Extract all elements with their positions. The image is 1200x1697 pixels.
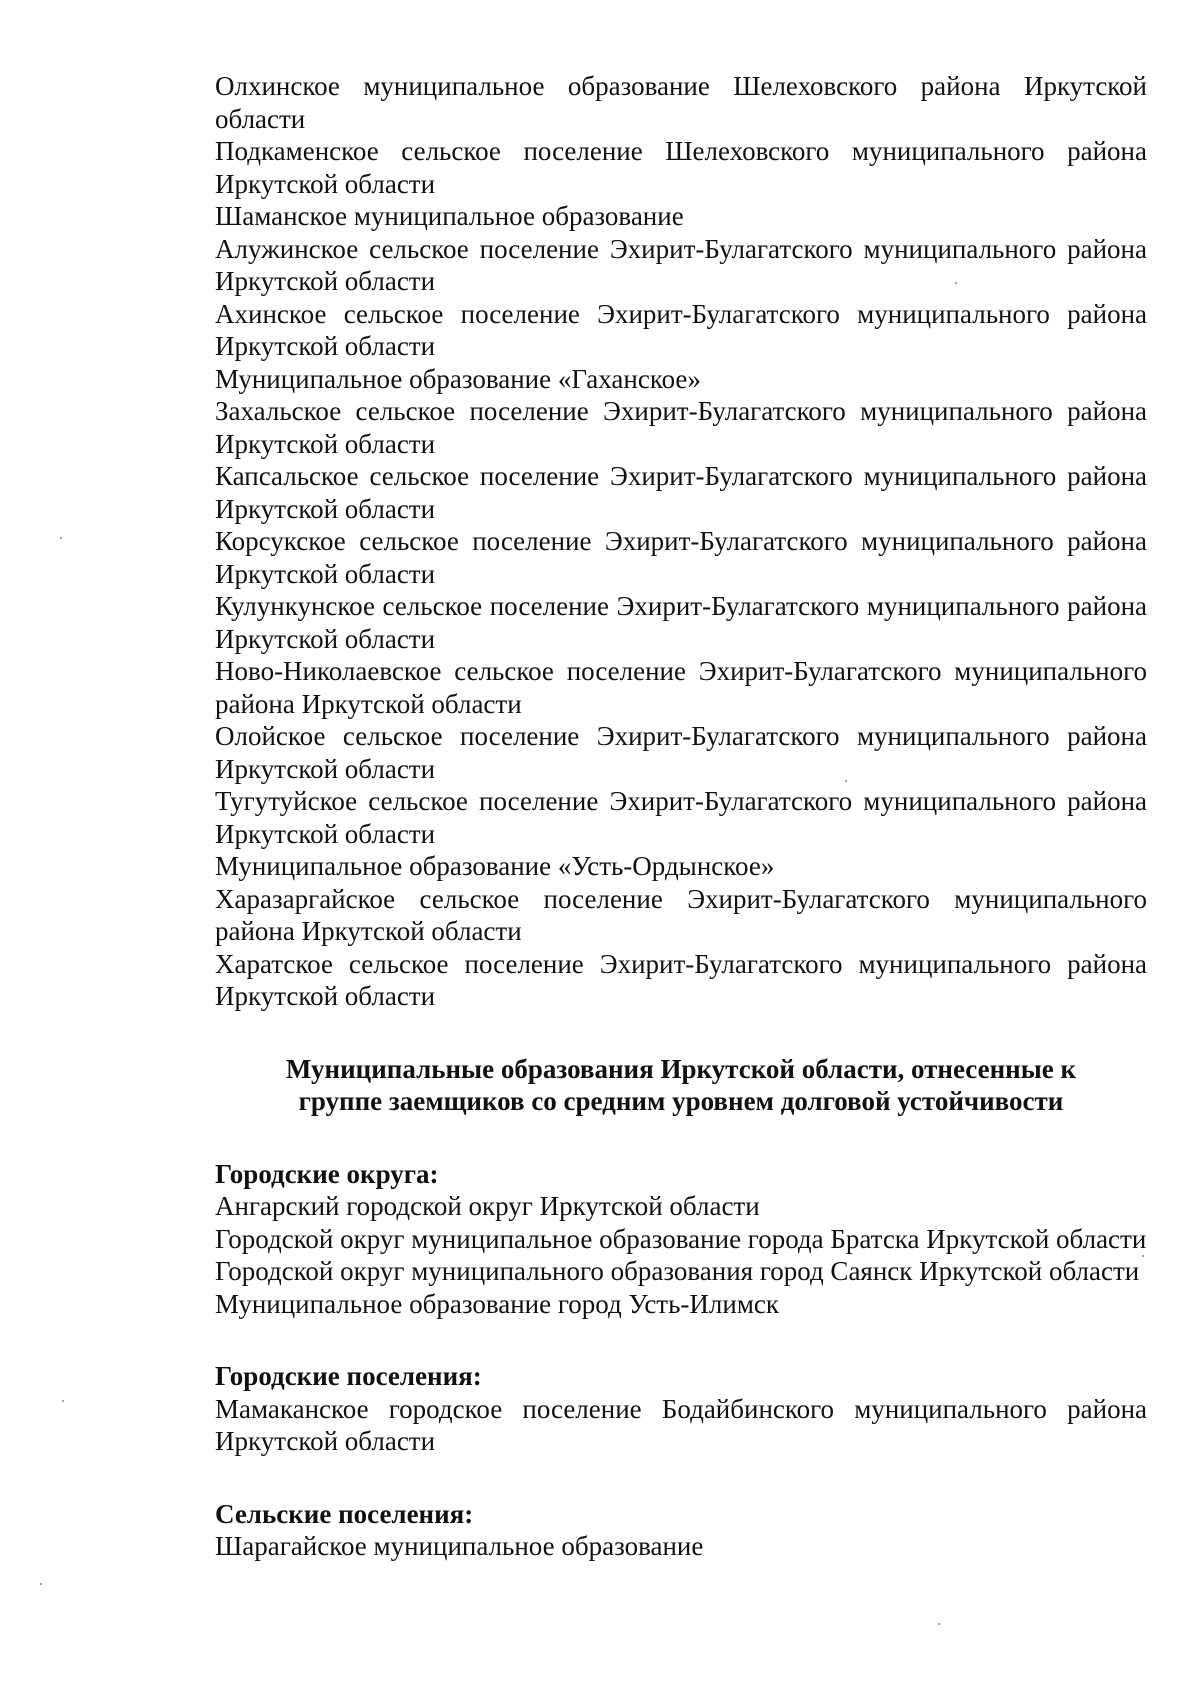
group-heading: Городские округа: [215,1158,439,1189]
scan-speck [62,1400,64,1402]
city-districts-group [215,1158,1147,1321]
list-item: Капсальское сельское поселение Эхирит-Булагатского муниципального района Иркутской области [215,461,1147,524]
list-item: Кулункунское сельское поселение Эхирит-Булагатского муниципального района Иркутской области [215,591,1147,654]
rural-settlements-group [215,1498,1147,1563]
scan-speck [40,1583,42,1585]
list-item: Мамаканское городское поселение Бодайбинского муниципального района Иркутской области [215,1393,1147,1456]
continued-list [215,70,1147,1013]
list-item: Тугутуйское сельское поселение Эхирит-Булагатского муниципального района Иркутской области [215,786,1147,849]
list-item: Муниципальное образование «Гаханское» [215,363,701,394]
scan-speck [60,537,62,539]
group-heading: Сельские поселения: [215,1498,474,1529]
list-item: Олойское сельское поселение Эхирит-Булагатского муниципального района Иркутской области [215,721,1147,784]
list-item: Олхинское муниципальное образование Шелеховского района Иркутской области [215,71,1147,134]
list-item: Шаманское муниципальное образование [215,201,684,231]
list-item: Городской округ муниципального образования город Саянск Иркутской области [215,1256,1140,1286]
list-item: Шарагайское муниципальное образование [215,1531,704,1561]
list-item: Ново-Николаевское сельское поселение Эхирит-Булагатского муниципального района Иркутской области [215,656,1147,719]
list-item: Корсукское сельское поселение Эхирит-Булагатского муниципального района Иркутской области [215,526,1147,589]
list-item: Алужинское сельское поселение Эхирит-Булагатского муниципального района Иркутской области [215,233,1147,296]
section-title: Муниципальные образования Иркутской области, отнесенные к группе заемщиков со средним уровнем долговой устойчивости [285,1053,1077,1116]
urban-settlements-group [215,1360,1147,1458]
list-item: Харазаргайское сельское поселение Эхирит-Булагатского муниципального района Иркутской области [215,883,1147,946]
list-item: Городской округ муниципальное образование города Братска Иркутской области [215,1223,1147,1254]
list-item: Харатское сельское поселение Эхирит-Булагатского муниципального района Иркутской области [215,948,1147,1011]
list-item: Захальское сельское поселение Эхирит-Булагатского муниципального района Иркутской области [215,396,1147,459]
scan-speck [938,1623,940,1625]
list-item: Муниципальное образование «Усть-Ордынское» [215,851,775,881]
document-body [215,70,1147,1563]
group-heading: Городские поселения: [215,1361,482,1391]
list-item: Ахинское сельское поселение Эхирит-Булагатского муниципального района Иркутской области [215,298,1147,361]
list-item: Муниципальное образование город Усть-Илимск [215,1288,780,1319]
list-item: Подкаменское сельское поселение Шелеховского муниципального района Иркутской области [215,136,1147,199]
list-item: Ангарский городской округ Иркутской области [215,1191,760,1221]
